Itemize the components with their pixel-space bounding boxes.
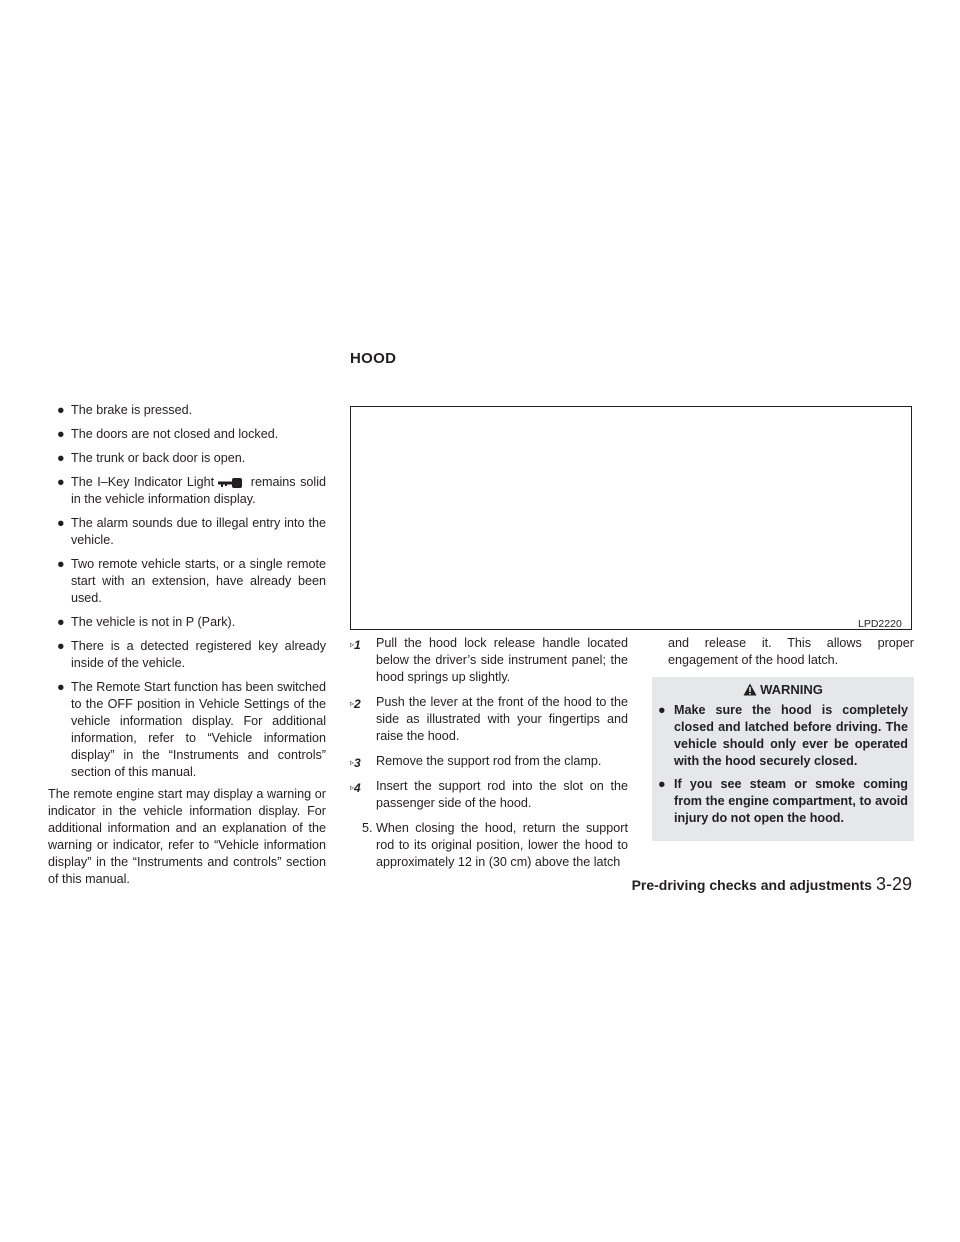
list-item: ● Two remote vehicle starts, or a single remote start with an extension, have already been used. (57, 557, 326, 605)
list-item: ● The doors are not closed and locked. (57, 427, 279, 441)
warning-triangle-icon (743, 683, 757, 696)
step-item: ▹3 Remove the support rod from the clamp. (350, 754, 602, 770)
hood-illustration-frame (350, 406, 912, 630)
step5-continuation: and release it. This allows proper engagement of the hood latch. (668, 636, 914, 667)
list-item: ● The brake is pressed. (57, 403, 193, 417)
right-column (652, 635, 914, 841)
step-number: ▹4 (350, 781, 361, 795)
key-indicator-icon (218, 477, 244, 489)
bullet-icon: ● (658, 703, 666, 717)
condition-list (48, 402, 326, 781)
list-item: ● There is a detected registered key already inside of the vehicle. (57, 639, 326, 670)
bullet-icon: ● (57, 427, 65, 441)
bullet-icon: ● (57, 557, 65, 571)
step-item: ▹1 Pull the hood lock release handle located below the driver’s side instrument panel; the hood springs up slightly. (350, 636, 628, 684)
bullet-icon: ● (57, 639, 65, 653)
list-item: ● The I–Key Indicator Light remains solid in the vehicle information display. (57, 475, 326, 506)
step-item: ▹4 Insert the support rod into the slot on the passenger side of the hood. (350, 779, 628, 810)
list-item: ● The vehicle is not in P (Park). (57, 615, 236, 629)
warning-list (652, 702, 914, 827)
chapter-title: Pre-driving checks and adjustments (631, 877, 872, 893)
step-item: ▹2 Push the lever at the front of the hood to the side as illustrated with your fingertips and raise the hood. (350, 695, 628, 743)
warning-heading: WARNING (652, 677, 914, 702)
page-number: 3-29 (875, 874, 912, 894)
section-title: HOOD (350, 350, 397, 367)
list-item: ● If you see steam or smoke coming from the engine compartment, to avoid injury do not open the hood. (658, 777, 908, 825)
steps-column (350, 635, 628, 871)
page-footer (632, 876, 912, 895)
step-number: 5. (362, 821, 373, 835)
step-number: ▹3 (350, 756, 361, 770)
bullet-icon: ● (57, 680, 65, 694)
step-number: ▹1 (350, 638, 361, 652)
list-item: ● The alarm sounds due to illegal entry into the vehicle. (57, 516, 326, 547)
bullet-icon: ● (57, 451, 65, 465)
figure-code: LPD2220 (858, 618, 902, 630)
step-number: ▹2 (350, 697, 361, 711)
bullet-icon: ● (57, 516, 65, 530)
list-item: ● The Remote Start function has been switched to the OFF position in Vehicle Settings of the vehicle information display. For additional information, refer to “Vehicle information display” in the “Instruments and controls” section of this manual. (57, 680, 326, 779)
warning-box (652, 677, 914, 841)
left-column (48, 402, 326, 888)
bullet-icon: ● (57, 615, 65, 629)
list-item: ● Make sure the hood is completely closed and latched before driving. The vehicle should only ever be operated with the hood securely closed. (658, 703, 908, 768)
bullet-icon: ● (57, 403, 65, 417)
step-item-5: 5. When closing the hood, return the support rod to its original position, lower the hood to approximately 12 in (30 cm) above the latch (362, 821, 628, 869)
list-item: ● The trunk or back door is open. (57, 451, 246, 465)
body-paragraph: The remote engine start may display a warning or indicator in the vehicle information display. For additional information and an explanation of the warning or indicator, refer to “Vehicle information display” in the “Instruments and controls” section of this manual. (48, 787, 326, 886)
bullet-icon: ● (658, 777, 666, 791)
step-list (350, 635, 628, 812)
bullet-icon: ● (57, 475, 65, 489)
